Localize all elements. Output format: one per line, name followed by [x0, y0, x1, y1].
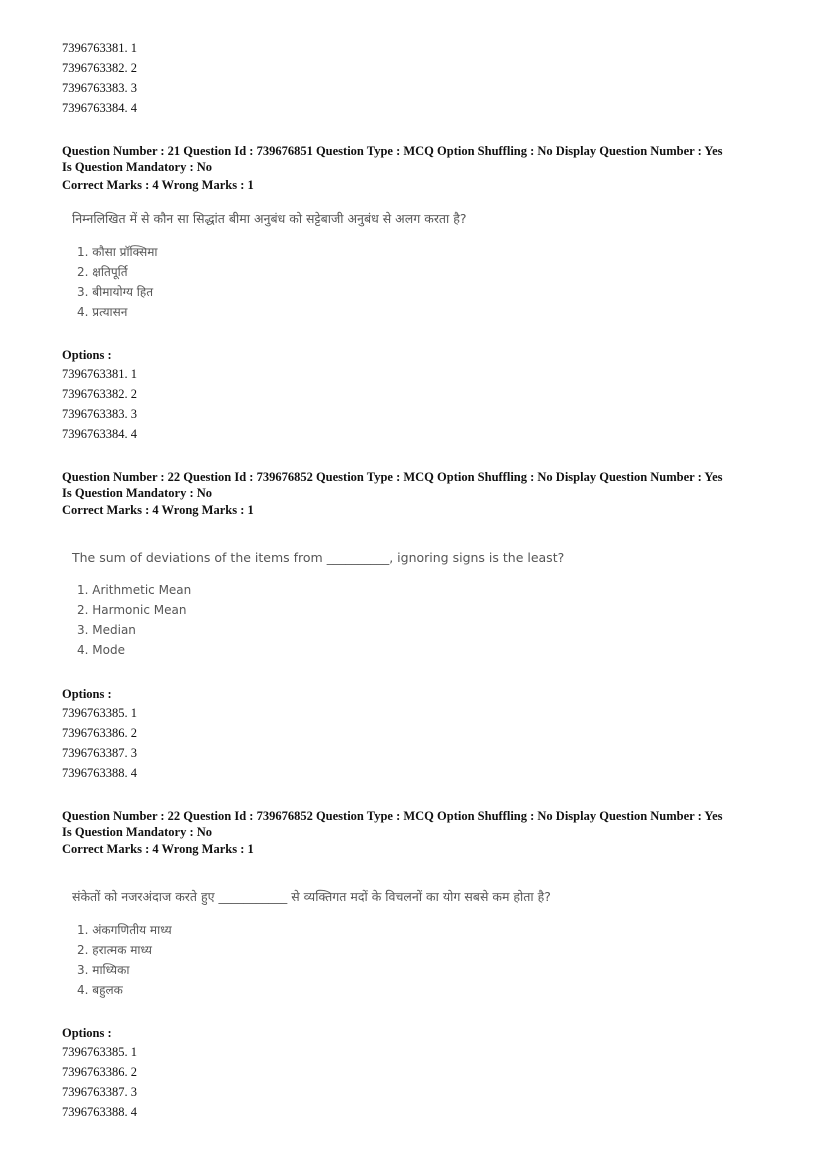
question-image — [72, 884, 772, 1004]
option-line: 7396763388. 4 — [62, 766, 137, 780]
question-header: Question Number : 21 Question Id : 739676851 Question Type : MCQ Option Shuffling : No Display Question Number : Yes — [62, 144, 723, 158]
choice: 1. अंकगणितीय माध्य — [77, 923, 172, 937]
choice: 2. हरात्मक माध्य — [77, 943, 152, 957]
options-label: Options : — [62, 687, 112, 701]
option-line: 7396763386. 2 — [62, 1065, 137, 1079]
option-line: 7396763381. 1 — [62, 41, 137, 55]
choice: 3. माध्यिका — [77, 963, 130, 977]
question-marks: Correct Marks : 4 Wrong Marks : 1 — [62, 178, 254, 192]
question-marks: Correct Marks : 4 Wrong Marks : 1 — [62, 503, 254, 517]
question-text: The sum of deviations of the items from __________, ignoring signs is the least? — [72, 550, 565, 565]
choice: 1. Arithmetic Mean — [77, 583, 192, 597]
option-line: 7396763382. 2 — [62, 61, 137, 75]
option-line: 7396763383. 3 — [62, 81, 137, 95]
choice: 3. Median — [77, 623, 136, 637]
choice: 3. बीमायोग्य हित — [77, 285, 154, 299]
option-line: 7396763387. 3 — [62, 1085, 137, 1099]
question-header: Question Number : 22 Question Id : 739676852 Question Type : MCQ Option Shuffling : No Display Question Number : Yes — [62, 470, 723, 484]
question-marks: Correct Marks : 4 Wrong Marks : 1 — [62, 842, 254, 856]
option-line: 7396763388. 4 — [62, 1105, 137, 1119]
question-text: निम्नलिखित में से कौन सा सिद्धांत बीमा अनुबंध को सट्टेबाजी अनुबंध से अलग करता है? — [72, 211, 467, 226]
option-line: 7396763383. 3 — [62, 407, 137, 421]
options-label: Options : — [62, 348, 112, 362]
choice: 4. बहुलक — [77, 983, 123, 997]
choice: 2. Harmonic Mean — [77, 603, 187, 617]
question-header: Question Number : 22 Question Id : 739676852 Question Type : MCQ Option Shuffling : No Display Question Number : Yes — [62, 809, 723, 823]
question-mandatory: Is Question Mandatory : No — [62, 160, 213, 174]
question-image — [72, 546, 772, 666]
question-text: संकेतों को नजरअंदाज करते हुए ___________ से व्यक्तिगत मदों के विचलनों का योग सबसे कम होता है? — [72, 889, 551, 904]
options-label: Options : — [62, 1026, 112, 1040]
question-mandatory: Is Question Mandatory : No — [62, 825, 213, 839]
option-line: 7396763385. 1 — [62, 1045, 137, 1059]
option-line: 7396763384. 4 — [62, 101, 137, 115]
option-line: 7396763382. 2 — [62, 387, 137, 401]
option-line: 7396763387. 3 — [62, 746, 137, 760]
choice: 4. प्रत्यासन — [77, 305, 128, 319]
choice: 2. क्षतिपूर्ति — [77, 265, 128, 279]
option-line: 7396763384. 4 — [62, 427, 137, 441]
choice: 1. कौसा प्रॉक्सिमा — [77, 245, 158, 259]
option-line: 7396763385. 1 — [62, 706, 137, 720]
option-line: 7396763386. 2 — [62, 726, 137, 740]
option-line: 7396763381. 1 — [62, 367, 137, 381]
question-image — [72, 206, 772, 326]
question-mandatory: Is Question Mandatory : No — [62, 486, 213, 500]
choice: 4. Mode — [77, 643, 125, 657]
